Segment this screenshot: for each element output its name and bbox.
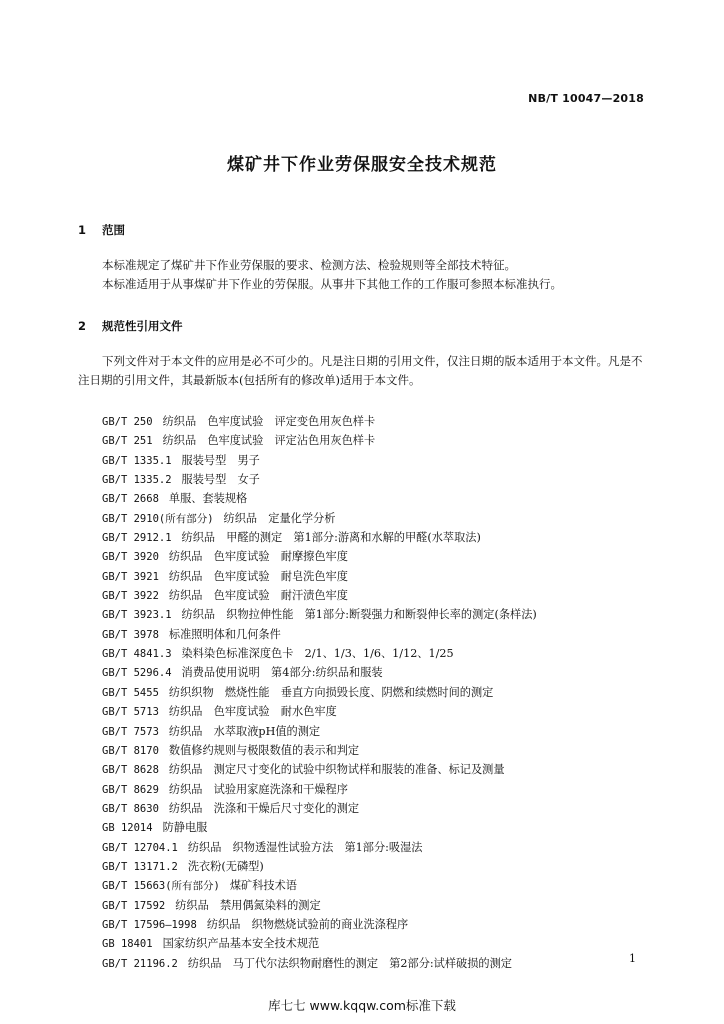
reference-title: 国家纺织产品基本安全技术规范 bbox=[162, 937, 320, 951]
reference-item bbox=[102, 470, 662, 489]
reference-item bbox=[102, 605, 662, 624]
reference-item bbox=[102, 838, 662, 857]
reference-code: GB/T 21196.2 bbox=[102, 957, 178, 970]
reference-item bbox=[102, 663, 662, 682]
reference-title: 消费品使用说明 第4部分:纺织品和服装 bbox=[181, 666, 383, 680]
reference-title: 标准照明体和几何条件 bbox=[168, 627, 281, 641]
reference-item bbox=[102, 625, 662, 644]
reference-code: GB/T 2912.1 bbox=[102, 532, 172, 545]
reference-code: GB 12014 bbox=[102, 822, 153, 835]
reference-title: 纺织品 织物拉伸性能 第1部分:断裂强力和断裂伸长率的测定(条样法) bbox=[181, 608, 537, 622]
section-1-number: 1 bbox=[78, 223, 87, 237]
reference-item bbox=[102, 586, 662, 605]
reference-title: 纺织品 织物透湿性试验方法 第1部分:吸湿法 bbox=[187, 840, 423, 854]
reference-code: GB/T 2668 bbox=[102, 493, 159, 506]
document-title: 煤矿井下作业劳保服安全技术规范 bbox=[227, 155, 497, 175]
reference-item bbox=[102, 896, 662, 915]
reference-title: 数值修约规则与极限数值的表示和判定 bbox=[168, 743, 360, 757]
reference-code: GB/T 3978 bbox=[102, 628, 159, 641]
reference-code: GB/T 5455 bbox=[102, 686, 159, 699]
section-2-title: 规范性引用文件 bbox=[102, 319, 183, 333]
reference-title: 纺织品 色牢度试验 耐皂洗色牢度 bbox=[168, 569, 348, 583]
reference-item bbox=[102, 567, 662, 586]
page-number: 1 bbox=[629, 952, 636, 965]
reference-code: GB/T 4841.3 bbox=[102, 648, 172, 661]
reference-item bbox=[102, 722, 662, 741]
section-2-intro bbox=[78, 352, 648, 390]
reference-code: GB/T 13171.2 bbox=[102, 860, 178, 873]
reference-title: 纺织品 水萃取液pH值的测定 bbox=[168, 724, 321, 738]
reference-title: 煤矿科技术语 bbox=[229, 879, 297, 893]
reference-code: GB/T 1335.1 bbox=[102, 454, 172, 467]
reference-code: GB/T 250 bbox=[102, 416, 153, 428]
reference-item bbox=[102, 876, 662, 895]
reference-item bbox=[102, 644, 662, 663]
reference-code: GB/T 2910(所有部分) bbox=[102, 512, 214, 525]
reference-item bbox=[102, 412, 662, 431]
scope-paragraph-1: 本标准规定了煤矿井下作业劳保服的要求、检测方法、检验规则等全部技术特征。 bbox=[102, 258, 516, 272]
reference-title: 纺织品 定量化学分析 bbox=[223, 511, 336, 525]
reference-code: GB/T 8630 bbox=[102, 802, 159, 815]
reference-title: 纺织品 洗涤和干燥后尺寸变化的测定 bbox=[168, 801, 360, 815]
reference-item bbox=[102, 431, 662, 450]
reference-item bbox=[102, 509, 662, 528]
reference-title: 纺织品 禁用偶氮染料的测定 bbox=[175, 898, 321, 912]
section-1-body bbox=[78, 256, 648, 294]
reference-list bbox=[102, 412, 662, 973]
reference-code: GB/T 17592 bbox=[102, 899, 166, 912]
reference-title: 纺织品 测定尺寸变化的试验中织物试样和服装的准备、标记及测量 bbox=[168, 763, 505, 777]
section-1-title: 范围 bbox=[102, 223, 126, 237]
standard-code: NB/T 10047—2018 bbox=[528, 92, 644, 105]
reference-item bbox=[102, 818, 662, 837]
reference-title: 染料染色标准深度色卡 2/1、1/3、1/6、1/12、1/25 bbox=[181, 647, 454, 661]
normative-references-intro: 下列文件对于本文件的应用是必不可少的。凡是注日期的引用文件，仅注日期的版本适用于本文件。凡是不注日期的引用文件，其最新版本(包括所有的修改单)适用于本文件。 bbox=[78, 354, 643, 387]
reference-title: 纺织品 色牢度试验 评定沾色用灰色样卡 bbox=[162, 434, 376, 448]
reference-code: GB/T 7573 bbox=[102, 725, 159, 738]
reference-code: GB/T 3920 bbox=[102, 551, 159, 564]
reference-title: 纺织织物 燃烧性能 垂直方向损毁长度、阴燃和续燃时间的测定 bbox=[168, 685, 494, 699]
reference-title: 纺织品 色牢度试验 耐汗渍色牢度 bbox=[168, 589, 348, 603]
reference-title: 纺织品 马丁代尔法织物耐磨性的测定 第2部分:试样破损的测定 bbox=[187, 956, 512, 970]
reference-title: 单服、套装规格 bbox=[168, 492, 248, 506]
footer-watermark: 库七七 www.kqqw.com标准下载 bbox=[268, 998, 456, 1013]
reference-title: 洗衣粉(无磷型) bbox=[187, 859, 264, 873]
reference-title: 纺织品 色牢度试验 耐水色牢度 bbox=[168, 705, 337, 719]
reference-item bbox=[102, 702, 662, 721]
reference-item bbox=[102, 780, 662, 799]
reference-item bbox=[102, 915, 662, 934]
reference-code: GB/T 1335.2 bbox=[102, 474, 172, 487]
reference-code: GB/T 12704.1 bbox=[102, 841, 178, 854]
reference-item bbox=[102, 954, 662, 973]
reference-code: GB 18401 bbox=[102, 938, 153, 951]
reference-item bbox=[102, 683, 662, 702]
reference-code: GB/T 5713 bbox=[102, 706, 159, 719]
reference-item bbox=[102, 489, 662, 508]
reference-item bbox=[102, 857, 662, 876]
reference-code: GB/T 15663(所有部分) bbox=[102, 880, 220, 893]
reference-code: GB/T 5296.4 bbox=[102, 667, 172, 680]
section-2-number: 2 bbox=[78, 319, 87, 333]
reference-code: GB/T 3923.1 bbox=[102, 609, 172, 622]
reference-code: GB/T 3921 bbox=[102, 570, 159, 583]
reference-code: GB/T 8629 bbox=[102, 783, 159, 796]
reference-code: GB/T 8628 bbox=[102, 764, 159, 777]
reference-item bbox=[102, 934, 662, 953]
reference-title: 纺织品 织物燃烧试验前的商业洗涤程序 bbox=[206, 917, 409, 931]
reference-item bbox=[102, 528, 662, 547]
section-1-heading bbox=[78, 222, 125, 238]
reference-title: 纺织品 色牢度试验 耐摩擦色牢度 bbox=[168, 550, 348, 564]
reference-title: 服装号型 男子 bbox=[181, 453, 260, 467]
reference-title: 纺织品 色牢度试验 评定变色用灰色样卡 bbox=[162, 415, 376, 428]
section-2-heading bbox=[78, 318, 183, 334]
scope-paragraph-2: 本标准适用于从事煤矿井下作业的劳保服。从事井下其他工作的工作服可参照本标准执行。 bbox=[102, 277, 562, 291]
reference-item bbox=[102, 451, 662, 470]
reference-item bbox=[102, 760, 662, 779]
reference-title: 防静电服 bbox=[162, 821, 208, 835]
reference-code: GB/T 3922 bbox=[102, 590, 159, 603]
reference-code: GB/T 17596—1998 bbox=[102, 918, 197, 931]
reference-title: 纺织品 试验用家庭洗涤和干燥程序 bbox=[168, 782, 348, 796]
reference-title: 纺织品 甲醛的测定 第1部分:游离和水解的甲醛(水萃取法) bbox=[181, 531, 481, 545]
reference-item bbox=[102, 741, 662, 760]
reference-item bbox=[102, 799, 662, 818]
reference-code: GB/T 251 bbox=[102, 435, 153, 448]
reference-title: 服装号型 女子 bbox=[181, 473, 260, 487]
reference-item bbox=[102, 547, 662, 566]
reference-code: GB/T 8170 bbox=[102, 744, 159, 757]
